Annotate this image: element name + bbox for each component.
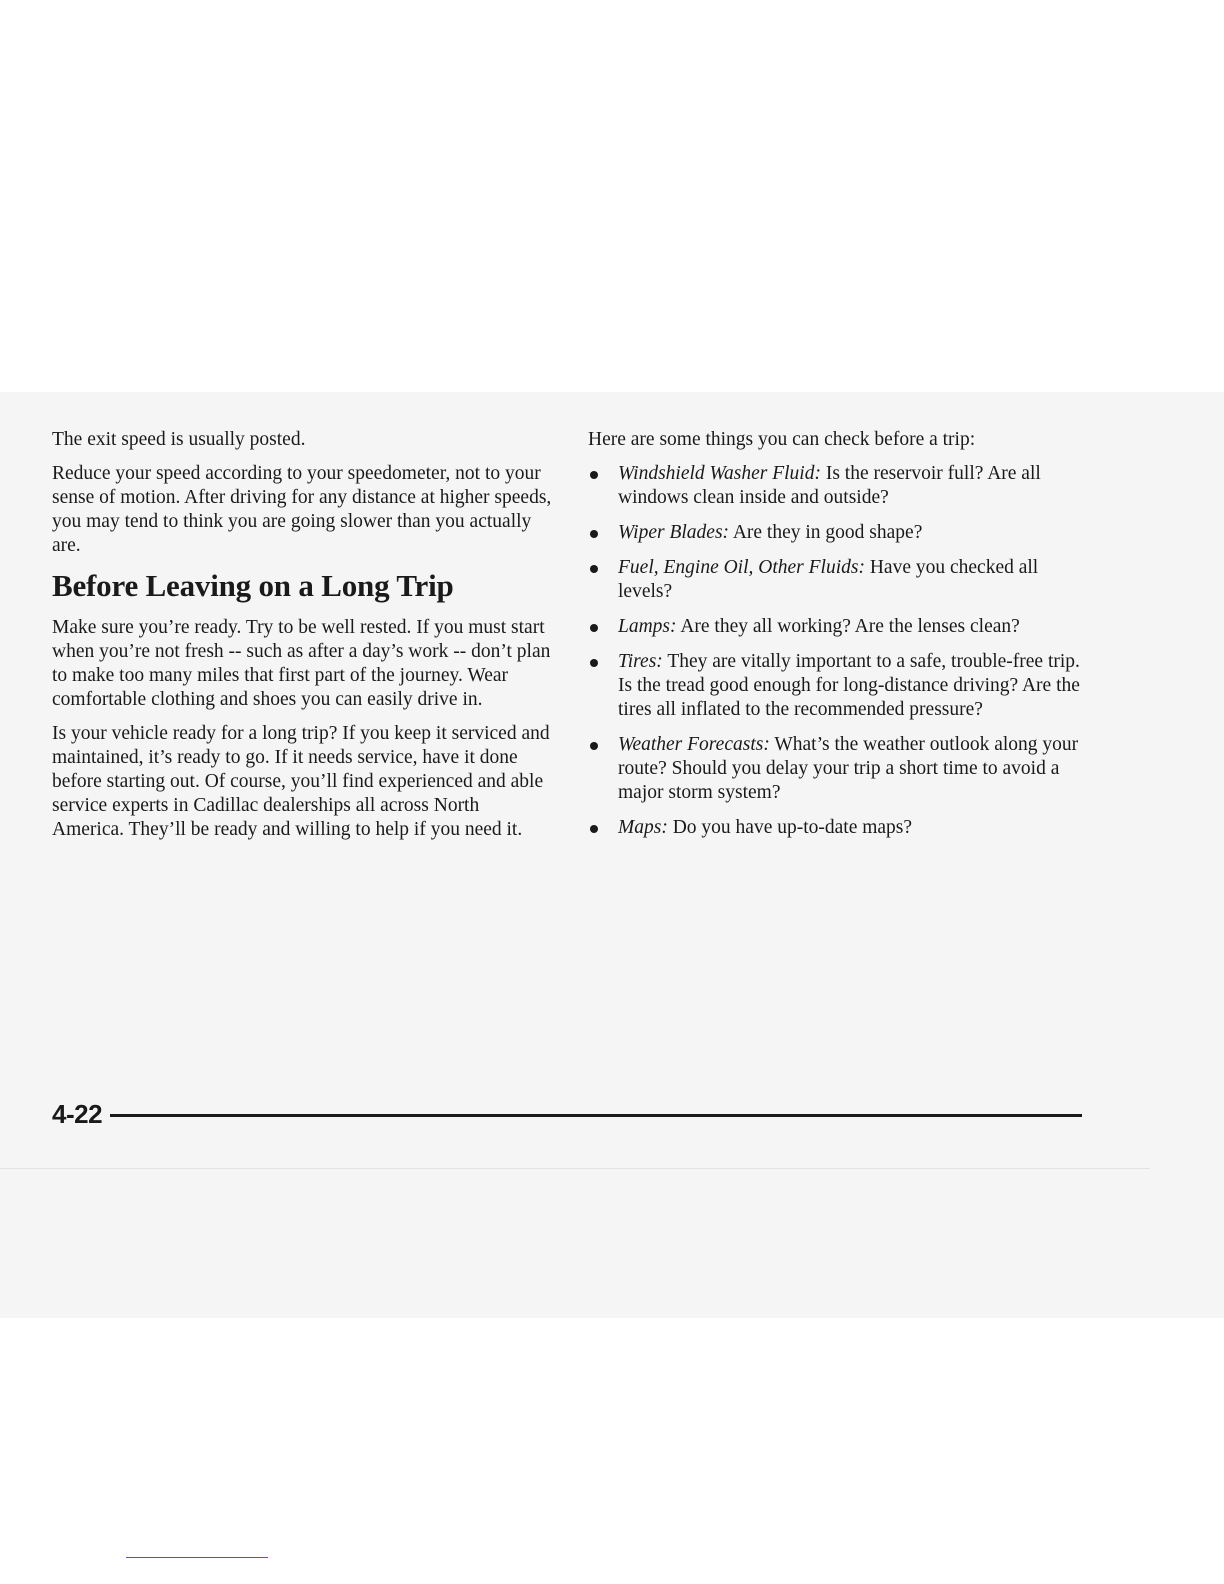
bullet-icon xyxy=(590,659,598,667)
bullet-icon xyxy=(590,530,598,538)
checklist-term: Tires: xyxy=(618,651,663,672)
checklist-item xyxy=(588,733,1088,805)
bullet-icon xyxy=(590,471,598,479)
checklist-text: They are vitally important to a safe, trouble-free trip. Is the tread good enough for long-distance driving? Are the tires all inflated to the recommended pressure? xyxy=(618,651,1080,720)
trip-checklist xyxy=(588,462,1088,840)
right-column xyxy=(588,428,1088,851)
checklist-item xyxy=(588,816,1088,840)
scan-artifact-line xyxy=(0,1168,1150,1169)
checklist-text: Have you checked all levels? xyxy=(618,557,1039,602)
checklist-item xyxy=(588,521,1088,545)
bullet-icon xyxy=(590,565,598,573)
checklist-item xyxy=(588,556,1088,604)
checklist-text: Is the reservoir full? Are all windows clean inside and outside? xyxy=(618,463,1041,508)
bullet-icon xyxy=(590,624,598,632)
checklist-text: Are they in good shape? xyxy=(729,522,923,543)
checklist-term: Weather Forecasts: xyxy=(618,734,770,755)
ready-paragraph: Make sure you’re ready. Try to be well rested. If you must start when you’re not fresh -- such as after a day’s work -- don’t plan to make too many miles that first part of the journey. Wear comfortable clothing and shoes you can easily drive in. xyxy=(52,617,551,710)
checklist-term: Windshield Washer Fluid: xyxy=(618,463,821,484)
section-heading: Before Leaving on a Long Trip xyxy=(52,568,454,603)
checklist-text: Do you have up-to-date maps? xyxy=(667,817,913,838)
checklist-item xyxy=(588,462,1088,510)
reduce-speed-paragraph: Reduce your speed according to your speedometer, not to your sense of motion. After driving for any distance at higher speeds, you may tend to think you are going slower than you actually are. xyxy=(52,463,552,556)
left-column xyxy=(52,428,552,852)
checklist-text: What’s the weather outlook along your route? Should you delay your trip a short time to avoid a major storm system? xyxy=(618,734,1079,803)
footer-rule xyxy=(110,1114,1082,1117)
checklist-text: Are they all working? Are the lenses clean? xyxy=(676,616,1020,637)
checklist-term: Maps: xyxy=(618,817,668,838)
checklist-term: Fuel, Engine Oil, Other Fluids: xyxy=(618,557,865,578)
checklist-term: Wiper Blades: xyxy=(618,522,730,543)
checklist-intro: Here are some things you can check before a trip: xyxy=(588,429,976,450)
page-number: 4-22 xyxy=(52,1099,103,1129)
checklist-item xyxy=(588,615,1088,639)
checklist-item xyxy=(588,650,1088,722)
checklist-term: Lamps: xyxy=(618,616,677,637)
exit-speed-paragraph: The exit speed is usually posted. xyxy=(52,429,306,450)
vehicle-ready-paragraph: Is your vehicle ready for a long trip? If you keep it serviced and maintained, it’s ready to go. If it needs service, have it done before starting out. Of course, you’ll find experienced and able service experts in Cadillac dealerships all across North America. They’ll be ready and willing to help if you need it. xyxy=(52,723,550,840)
page-footer xyxy=(52,1096,1082,1132)
bullet-icon xyxy=(590,742,598,750)
bullet-icon xyxy=(590,825,598,833)
link-underline[interactable] xyxy=(126,1557,268,1558)
